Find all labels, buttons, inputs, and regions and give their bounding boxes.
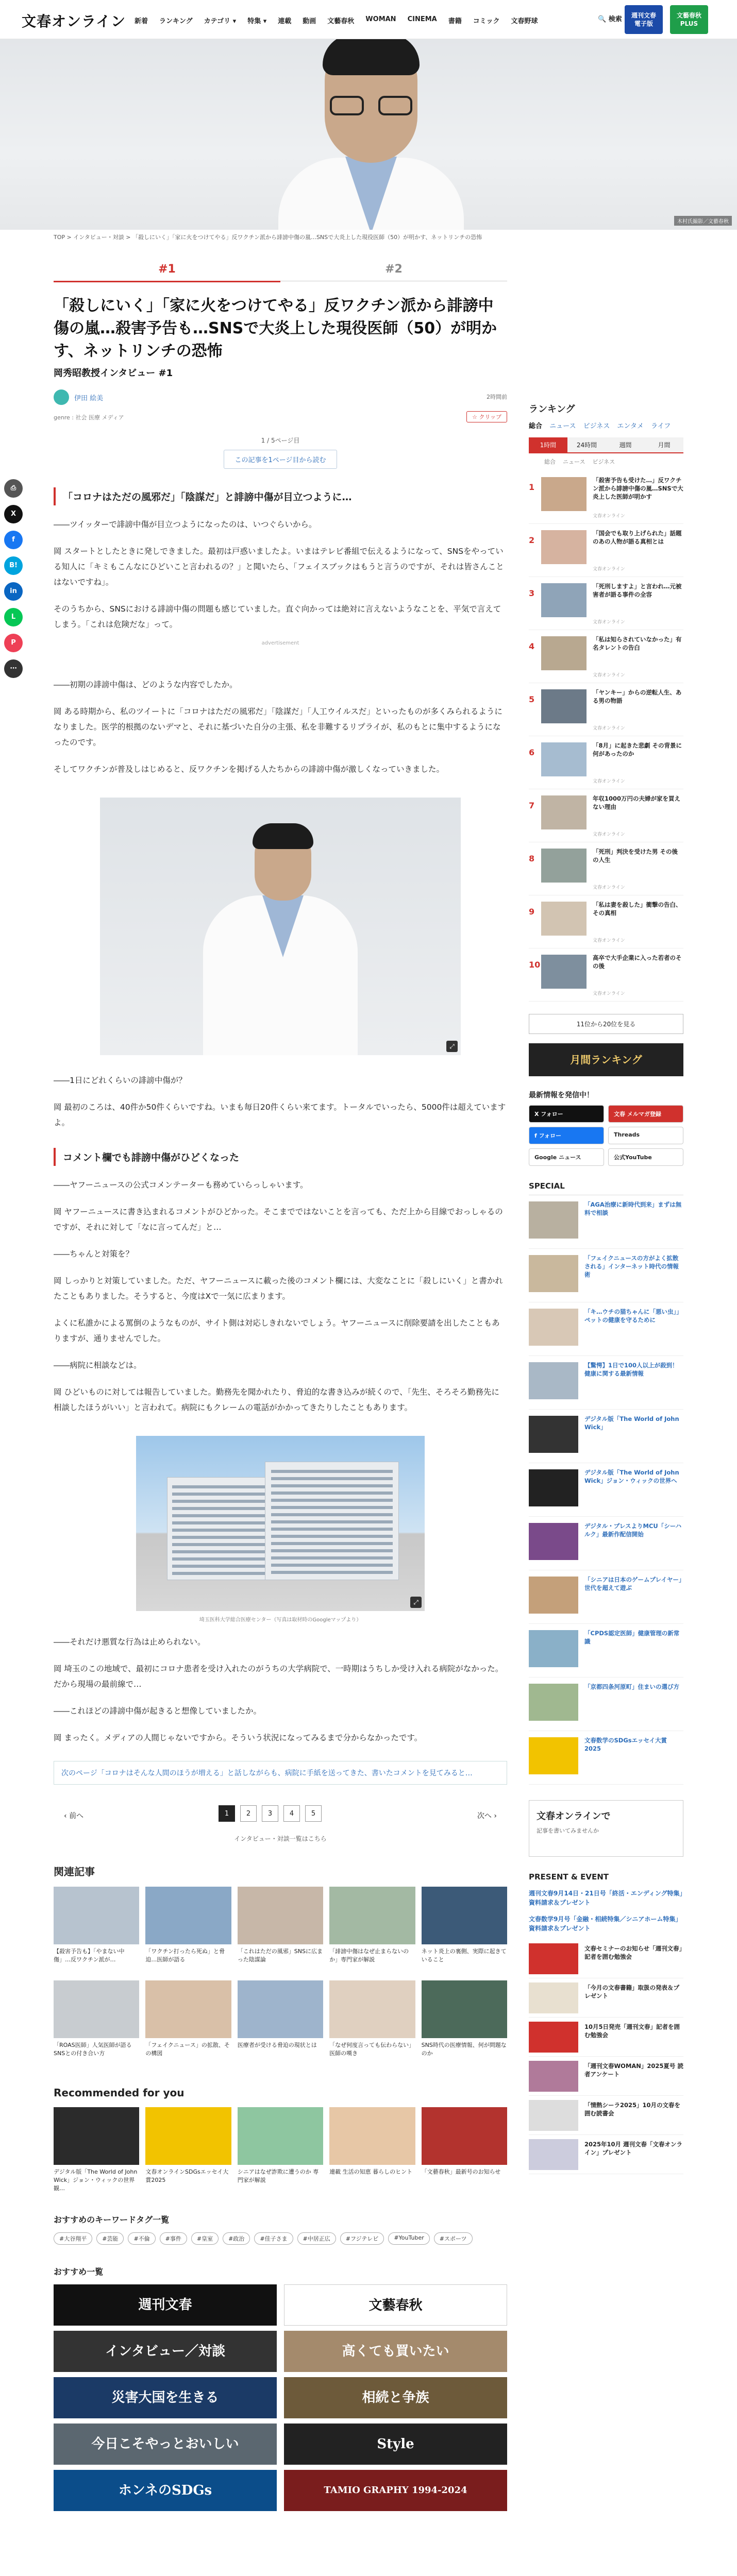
monthly-ranking-banner[interactable]: 月間ランキング	[529, 1043, 683, 1076]
share-bar	[4, 479, 23, 685]
section-heading: コメント欄でも誹謗中傷がひどくなった	[54, 1148, 507, 1166]
special-item[interactable]: デジタル・プレスよりMCU「シーハルク」最新作配信開始	[529, 1517, 683, 1570]
page-tabs	[54, 247, 507, 283]
page-number[interactable]: 2	[240, 1805, 257, 1822]
keyword-tag[interactable]: #皇室	[191, 2232, 219, 2245]
page-number[interactable]: 3	[262, 1805, 278, 1822]
keyword-tags	[54, 2232, 507, 2245]
tab-ranking-news[interactable]: ニュース	[549, 422, 576, 430]
publish-date: 2時間前	[487, 394, 507, 400]
advertisement-label: advertisement	[261, 640, 299, 646]
page-number[interactable]: 5	[305, 1805, 322, 1822]
tab-sub[interactable]: 総合	[544, 459, 556, 465]
present-event-row[interactable]: 10月5日発売「週刊文春」記者を囲む勉強会	[529, 2018, 683, 2057]
zoom-icon[interactable]: ⤢	[446, 1041, 458, 1052]
nav-item-bungeishunju[interactable]: 文藝春秋	[327, 18, 355, 25]
x-share-icon[interactable]: X	[4, 505, 23, 523]
article-title: 「殺しにいく」「家に火をつけてやる」反ワクチン派から誹謗中傷の嵐…殺害予告も…SNSで大炎上した現役医師（50）が明かす、ネットリンチの恐怖	[54, 297, 497, 360]
paragraph: ――ちゃんと対策を？	[54, 1249, 134, 1259]
tab-ranking-entame[interactable]: エンタメ	[617, 422, 644, 430]
ranking-item[interactable]: 5 「ヤンキー」からの逆転人生、ある男の物語 文春オンライン	[529, 683, 683, 736]
genre-tag-list[interactable]: genre : 社会 医療 メディア	[54, 414, 124, 421]
present-event-item[interactable]: 文春数学9月号「金融・相続特集／シニアホーム特集」資料請求＆プレゼント	[529, 1916, 682, 1932]
nav-item-category[interactable]: カテゴリ ▾	[204, 18, 237, 25]
tab-period-1h[interactable]: 1時間	[529, 437, 567, 452]
present-event-title: PRESENT & EVENT	[529, 1872, 609, 1882]
present-event-row[interactable]: 「週刊文春WOMAN」2025夏号 読者アンケート	[529, 2057, 683, 2096]
hatena-share-icon[interactable]: B!	[4, 556, 23, 575]
pagination	[54, 1805, 507, 1826]
page-info: 1 / 5ページ目	[261, 437, 300, 444]
special-item[interactable]: 「フェイクニュースの方がよく拡散される」インターネット時代の情報術	[529, 1249, 683, 1302]
keyword-tag[interactable]: #大谷翔平	[54, 2232, 92, 2245]
keyword-tag[interactable]: #中居正広	[297, 2232, 336, 2245]
related-card[interactable]: 医療者が受ける脅迫の現状とは	[238, 1980, 323, 2066]
author-row	[54, 389, 507, 406]
ranking-title: ランキング	[529, 404, 575, 415]
related-card[interactable]: 「誹謗中傷はなぜ止まらないのか」専門家が解説	[329, 1887, 415, 1972]
tab-sub[interactable]: ニュース	[563, 459, 585, 465]
present-event-row[interactable]: 「情熱シーラ2025」10月の文春を囲む読書会	[529, 2096, 683, 2135]
ranking-more-button[interactable]: 11位から20位を見る	[529, 1014, 683, 1034]
keyword-tag[interactable]: #不倫	[128, 2232, 155, 2245]
facebook-share-icon[interactable]: f	[4, 531, 23, 549]
tab-period-24h[interactable]: 24時間	[567, 437, 606, 452]
print-icon[interactable]: ⎙	[4, 479, 23, 498]
article-photo-doctor	[100, 798, 461, 1055]
present-event-row[interactable]: 文春セミナーのお知らせ「週刊文春」記者を囲む勉強会	[529, 1939, 683, 1978]
related-card[interactable]: 「これはただの風邪」SNSに広まった陰謀論	[238, 1887, 323, 1972]
pocket-share-icon[interactable]: P	[4, 634, 23, 652]
prev-page-button[interactable]: ‹ 前へ	[64, 1812, 84, 1820]
present-event-row[interactable]: 「今月の文春書籍」取扱の発表＆プレゼント	[529, 1978, 683, 2018]
present-event-section	[529, 1872, 683, 1933]
special-item[interactable]: 「CPDS認定医師」健康管理の新常識	[529, 1624, 683, 1677]
present-event-row[interactable]: 2025年10月 週刊文春「文春オンライン」プレゼント	[529, 2135, 683, 2174]
recommended-heading: Recommended for you	[54, 2087, 185, 2099]
banner[interactable]: 週刊文春	[54, 2284, 277, 2326]
article	[54, 247, 507, 2511]
line-share-icon[interactable]: L	[4, 608, 23, 626]
special-title: SPECIAL	[529, 1181, 683, 1195]
page-numbers	[219, 1805, 322, 1822]
paragraph: そしてワクチンが普及しはじめると、反ワクチンを掲げる人たちからの誹謗中傷が激しくなっていきました。	[54, 765, 444, 774]
hero-hair	[323, 39, 420, 75]
tab-period-month[interactable]: 月間	[645, 437, 683, 452]
search-button[interactable]: 🔍 検索	[598, 15, 622, 23]
banner[interactable]: 災害大国を生きる	[54, 2377, 277, 2418]
tab-ranking-business[interactable]: ビジネス	[583, 422, 610, 430]
recommended-card[interactable]: 「文藝春秋」最新号のお知らせ	[422, 2107, 507, 2193]
keywords-heading: おすすめのキーワードタグ一覧	[54, 2215, 170, 2225]
recommend-list-heading: おすすめ一覧	[54, 2267, 104, 2277]
tab-ranking-life[interactable]: ライフ	[651, 422, 671, 430]
google-news-button[interactable]: Google ニュース	[529, 1148, 604, 1166]
special-item[interactable]: 「キ…ウチの猫ちゃんに「悪い虫」」ペットの健康を守るために	[529, 1302, 683, 1356]
special-item[interactable]: デジタル版「The World of John Wick」ジョン・ウィックの世界へ	[529, 1463, 683, 1517]
special-section	[529, 1181, 683, 1785]
clip-button[interactable]: ☆ クリップ	[466, 411, 507, 422]
threads-button[interactable]: Threads	[608, 1127, 683, 1144]
nav-item-feature[interactable]: 特集 ▾	[247, 18, 267, 25]
paragraph: ――1日にどれくらいの誹謗中傷が？	[54, 1076, 187, 1085]
read-from-first-page-button[interactable]: この記事を1ページ目から読む	[224, 450, 337, 469]
present-event-item[interactable]: 週刊文春9月14日・21日号「終活・エンディング特集」資料請求＆プレゼント	[529, 1890, 683, 1906]
paragraph: 岡 ある時期から、私のツイートに「コロナはただの風邪だ」「陰謀だ」「人工ウイルスだ」といったものが多くみられるようになりました。医学的根拠のないデマと、それに基づいた自分の主張、私を非難するリプライが、私のもとに集中するようになったのです。	[54, 707, 502, 747]
banner[interactable]: 高くても買いたい	[284, 2331, 507, 2372]
ranking-item[interactable]: 3 「死刑しますよ」と言われ…元被害者が語る事件の全容 文春オンライン	[529, 577, 683, 630]
ranking-item[interactable]: 2 「国会でも取り上げられた」話題のあの人物が語る真相とは 文春オンライン	[529, 524, 683, 577]
related-heading: 関連記事	[54, 1866, 95, 1878]
tab-page-2[interactable]: #2	[280, 263, 507, 281]
paragraph: 岡 埼玉のこの地域で、最初にコロナ患者を受け入れたのがうちの大学病院で、一時期はうちしか受け入れる病院がなかった。だから現場の最前線で…	[54, 1664, 504, 1689]
keyword-tag[interactable]: #芸能	[96, 2232, 124, 2245]
tab-period-week[interactable]: 週間	[606, 437, 645, 452]
paragraph: 岡 しっかりと対策していました。ただ、ヤフーニュースに載った後のコメント欄には、大変なことに「殺しにいく」と書かれたこともありました。そうすると、今度はXで一気に広まります。	[54, 1276, 503, 1301]
special-item[interactable]: 【驚愕】1日で100人以上が殺到！健康に関する最新情報	[529, 1356, 683, 1410]
nav-item-video[interactable]: 動画	[303, 18, 316, 25]
special-item[interactable]: 「AGA治療に新時代到来」まずは無料で相談	[529, 1195, 683, 1249]
tab-ranking-all[interactable]: 総合	[529, 422, 543, 430]
recommended-card[interactable]: 連載 生活の知恵 暮らしのヒント	[329, 2107, 415, 2193]
avatar[interactable]	[54, 389, 69, 405]
paragraph: ――病院に相談などは。	[54, 1361, 142, 1370]
banner[interactable]: インタビュー／対談	[54, 2331, 277, 2372]
breadcrumb[interactable]: TOP > インタビュー・対談 > 「殺しにいく」「家に火をつけてやる」反ワクチン派から誹謗中傷の嵐…SNSで大炎上した現役医師（50）が明かす、ネットリンチの恐怖	[54, 234, 482, 241]
facebook-follow-button[interactable]: f フォロー	[529, 1127, 604, 1144]
banner[interactable]: 相続と争族	[284, 2377, 507, 2418]
sidebar	[529, 402, 683, 2174]
tab-page-1[interactable]: #1	[54, 263, 280, 282]
genre-tags	[54, 413, 507, 423]
paragraph: ――ツイッターで誹謗中傷が目立つようになったのは、いつぐらいから。	[54, 520, 317, 529]
nav-item-series[interactable]: 連載	[278, 18, 292, 25]
article-subtitle: 岡秀昭教授インタビュー #1	[54, 368, 173, 379]
next-page-link[interactable]: 次のページ「コロナはそんな人間のほうが増える」と話しながらも、病院に手紙を送ってきた、書いたコメントを見てみると…	[54, 1761, 507, 1785]
keyword-tag[interactable]: #YouTuber	[388, 2232, 429, 2245]
main-nav	[129, 15, 544, 25]
nav-item-woman[interactable]: WOMAN	[365, 15, 396, 23]
page-number[interactable]: 4	[283, 1805, 300, 1822]
banner[interactable]: TAMIO GRAPHY 1994-2024	[284, 2470, 507, 2511]
nav-item-cinema[interactable]: CINEMA	[407, 15, 437, 23]
more-share-icon[interactable]: ⋯	[4, 659, 23, 678]
next-page-button[interactable]: 次へ ›	[477, 1812, 497, 1820]
ranking-list	[529, 471, 683, 1002]
section-heading: 「コロナはただの風邪だ」「陰謀だ」と誹謗中傷が目立つように…	[54, 487, 507, 505]
keyword-tag[interactable]: #政治	[223, 2232, 250, 2245]
paragraph: そのうちから、SNSにおける誹謗中傷の問題も感じていました。直ぐ向かっては絶対に言えないようなことを、平気で言えてしまう。「これは危険だな」って。	[54, 604, 501, 629]
paragraph: ――それだけ悪質な行為は止められない。	[54, 1637, 206, 1647]
nav-item-books[interactable]: 書籍	[448, 18, 462, 25]
write-for-us-banner[interactable]: 文春オンラインで 記事を書いてみませんか	[529, 1800, 683, 1857]
keyword-tag[interactable]: #フジテレビ	[340, 2232, 384, 2245]
site-logo[interactable]: 文春オンライン	[22, 13, 126, 30]
banner[interactable]: 今日こそやっとおいしい	[54, 2424, 277, 2465]
zoom-icon[interactable]: ⤢	[410, 1597, 422, 1608]
ranking-period-tabs	[529, 437, 683, 453]
site-header	[0, 0, 737, 39]
paragraph: よくに私誰かによる罵倒のようなものが、サイト側は対応しきれないでしょう。ヤフーニュースに削除要請を出したこともありますが、通りませんでした。	[54, 1318, 500, 1343]
related-card[interactable]: ネット炎上の裏側、実際に起きていること	[422, 1887, 507, 1972]
paragraph: 岡 ひどいものに対しては報告していました。勤務先を聞かれたり、脅迫的な書き込みが続くので、「先生、そろそろ勤務先に相談したほうがいい」と言われて。病院にもクレームの電話がかかってきたりしたこともあります。	[54, 1387, 499, 1412]
hero-caption: 木村氏撮影／文藝春秋	[674, 216, 732, 226]
paragraph: 岡 ヤフーニュースに書き込まれるコメントがひどかった。そこまでではないことを言っても、ただ上から目線でおっしゃるのですが、それに対して「なに言ってんだ」と…	[54, 1207, 503, 1232]
ranking-item[interactable]: 7 年収1000万円の夫婦が家を買えない理由 文春オンライン	[529, 789, 683, 842]
linkedin-share-icon[interactable]: in	[4, 582, 23, 601]
banner[interactable]: 文藝春秋	[284, 2284, 507, 2326]
back-to-list-link[interactable]: インタビュー・対談一覧はこちら	[234, 1835, 327, 1842]
article-photo-hospital	[136, 1436, 425, 1611]
x-follow-button[interactable]: X フォロー	[529, 1105, 604, 1123]
paragraph: 岡 スタートとしたときに発しできました。最初は戸惑いましたよ。いまはテレビ番組で伝えるようになって、SNSをやっている知人に「キミもこんなにひどいこと言われるの？」と聞いたら、「フェイスブックはもうと言うのですが、それは皆さんことはないですね」。	[54, 547, 504, 587]
nav-item-new[interactable]: 新着	[135, 18, 148, 25]
related-card[interactable]: 【殺害予告も】「やまない中傷」…反ワクチン派が…	[54, 1887, 139, 1972]
related-card[interactable]: 「フェイクニュース」の拡散、その構図	[145, 1980, 231, 2066]
banner[interactable]: ホンネのSDGs	[54, 2470, 277, 2511]
recommended-card[interactable]: デジタル版「The World of John Wick」ジョン・ウィックの世界観…	[54, 2107, 139, 2193]
related-card[interactable]: SNS時代の医療情報、何が問題なのか	[422, 1980, 507, 2066]
hero-glasses	[330, 96, 412, 116]
paragraph: ――初期の誹謗中傷は、どのような内容でしたか。	[54, 680, 238, 689]
paragraph: 岡 まったく。メディアの人間じゃないですから。そういう状況になってみるまで分からなかったです。	[54, 1733, 423, 1742]
bungeishunju-plus-button[interactable]: 文藝春秋 PLUS	[670, 5, 708, 34]
hero-image	[0, 39, 737, 230]
ranking-item[interactable]: 8 「死刑」判決を受けた男 その後の人生 文春オンライン	[529, 842, 683, 895]
ranking-item[interactable]: 9 「私は妻を殺した」衝撃の告白、その真相 文春オンライン	[529, 895, 683, 948]
newsletter-button[interactable]: 文春 メルマガ登録	[608, 1105, 683, 1123]
present-event-list	[529, 1939, 683, 2174]
related-card[interactable]: 「ワクチン打ったら死ぬ」と脅迫…医師が語る	[145, 1887, 231, 1972]
related-card[interactable]: 「ROAS医師」人気医師が語るSNSとの付き合い方	[54, 1980, 139, 2066]
related-card[interactable]: 「なぜ何度言っても伝わらない」医師の嘆き	[329, 1980, 415, 2066]
youtube-button[interactable]: 公式YouTube	[608, 1148, 683, 1166]
recommended-articles	[54, 2107, 507, 2193]
special-item[interactable]: デジタル版「The World of John Wick」	[529, 1410, 683, 1463]
ranking-item[interactable]: 10 高卒で大手企業に入った若者のその後 文春オンライン	[529, 948, 683, 1002]
author-name[interactable]: 伊田 絵美	[74, 395, 104, 402]
ranking-item[interactable]: 4 「私は知らされていなかった」有名タレントの告白 文春オンライン	[529, 630, 683, 683]
ranking-genre-tabs	[529, 420, 683, 430]
ranking-item[interactable]: 6 「8月」に起きた悲劇 その背景に何があったのか 文春オンライン	[529, 736, 683, 789]
special-item[interactable]: 「京都四条河原町」住まいの選び方	[529, 1677, 683, 1731]
special-item[interactable]: 文春数学のSDGsエッセイ大賞2025	[529, 1731, 683, 1785]
special-item[interactable]: 「シニアは日本のゲームプレイヤー」世代を超えて遊ぶ	[529, 1570, 683, 1624]
keyword-tag[interactable]: #佳子さま	[254, 2232, 293, 2245]
paragraph: ――ヤフーニュースの公式コメンテーターも務めていらっしゃいます。	[54, 1180, 308, 1190]
recommended-card[interactable]: シニアはなぜ詐欺に遭うのか 専門家が解説	[238, 2107, 323, 2193]
follow-section	[529, 1090, 683, 1166]
tab-sub[interactable]: ビジネス	[592, 459, 615, 465]
banner[interactable]: Style	[284, 2424, 507, 2465]
paragraph: ――これほどの誹謗中傷が起きると想像していましたか。	[54, 1706, 262, 1716]
nav-item-ranking[interactable]: ランキング	[159, 18, 193, 25]
paragraph: 岡 最初のころは、40件か50件くらいですね。いまも毎日20件くらい来てます。トータルでいったら、5000件は超えていますよ。	[54, 1103, 506, 1127]
page-number[interactable]: 1	[219, 1805, 235, 1822]
related-articles	[54, 1887, 507, 2066]
nav-item-baseball[interactable]: 文春野球	[511, 18, 538, 25]
recommend-banners	[54, 2284, 507, 2511]
shukan-bunshun-denshi-button[interactable]: 週刊文春 電子版	[625, 5, 663, 34]
nav-item-comic[interactable]: コミック	[473, 18, 500, 25]
recommended-card[interactable]: 文春オンラインSDGsエッセイ大賞2025	[145, 2107, 231, 2193]
photo-caption: 埼玉医科大学総合医療センター（写真は取材時のGoogleマップより）	[199, 1617, 362, 1623]
keyword-tag[interactable]: #スポーツ	[434, 2232, 473, 2245]
keyword-tag[interactable]: #事件	[160, 2232, 187, 2245]
ranking-item[interactable]: 1 「殺害予告も受けた…」反ワクチン派から誹謗中傷の嵐…SNSで大炎上した医師が明かす 文春オンライン	[529, 471, 683, 524]
follow-title: 最新情報を発信中！	[529, 1091, 594, 1099]
ranking-sub-tabs	[529, 457, 683, 466]
